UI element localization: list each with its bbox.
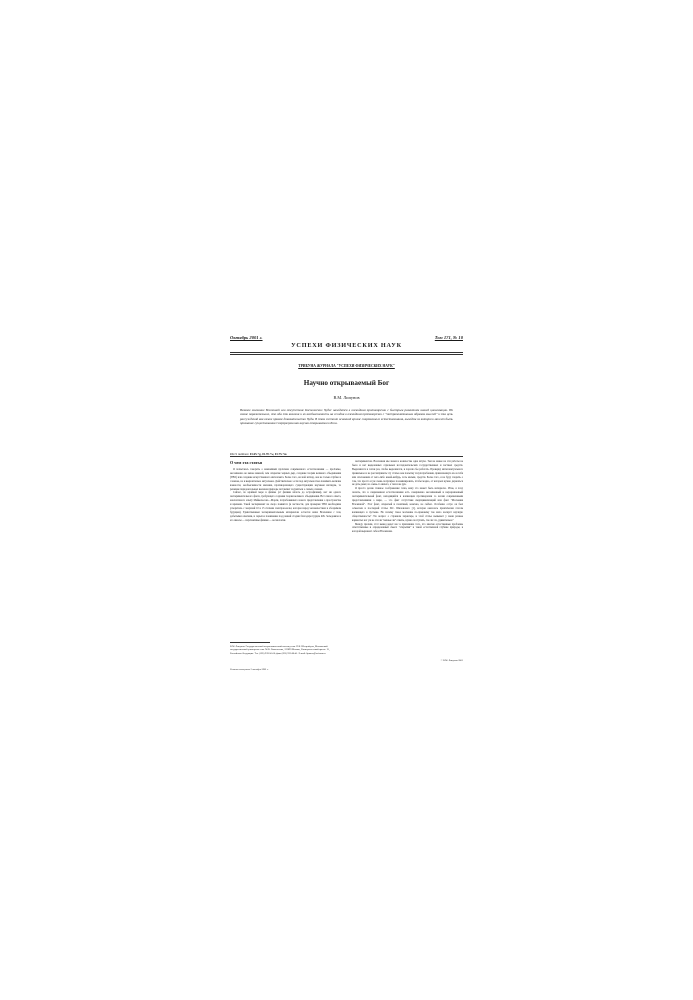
paragraph: Я попытаюсь говорить о важнейшей проблеме современного естествознания — проблеме, несомненно не менее важной, чем открытие черных дыр, создание теории великого объединения (ТВО) или создание искусственного интеллекта. Более того, на мой взгляд, она не только глубже и сложнее, но и выразительно актуальнее. Действительно: если под актуальностью понимать величие важности, необъяснимости явления, противоречащего существующим научным взглядам, то решение парадоксальных вызовов природы заставляет задуматься о самых основах.	[230, 468, 341, 491]
left-column	[230, 468, 341, 640]
paragraph: Сейчас, по крайней мере в физике (от физики вплоть до астрофизики), нет ни одного экспериментального факта, требующего создания теории великого объединения. Нет самого опыта, аналогичного опыту Майкельсона—Морли, потребовавшего нового представления о пространстве и времени. Такой эксперимент не скоро появится (в частности, для проверки ТВО необходима ускоритель с энергией 10 в 15 степени электрон-вольт, которая перед человечеством в обозримом будущем). Единственным экспериментальным материалом остается наша Вселенная с тем, добытыми опытами, и скрытое понимание под ранней стадии благодаря трудам Я.Б. Зельдовича и его школы — перспективы физики — космологии.	[230, 491, 341, 522]
section-heading: О чем эта статья	[230, 460, 262, 465]
abstract-rule	[230, 456, 463, 457]
pacs-codes: 01.65.+g, 01.70.+w, 01.75.+m	[249, 452, 287, 456]
received-date: Статья поступила 3 октября 2001 г.	[230, 668, 269, 671]
paragraph: экспериментом. Вселенная мы знаем в количестве одна штука. Тем не менее на эти работы не было и нет выделенных отдельных исследовательских государственных и частных средств. Выделяются в сотни раз, чтобы выделяются, и хорошо бы работать. Проверку интеллектуального правильное и не рассматривать эту статью как попытку злоупотребления, привлеченную из-за тебя или отклонения от чего-либо какой-нибудь, хоть малым, средств. Более того, я не буду спорить о том, что просто и уж очень популярно полемизировать, чтобы модно, от которых нужно держаться не дать денег, но очень-то ничего, а там и же рук.	[352, 460, 463, 487]
rubric: ТРИБУНА ЖУРНАЛА "УСПЕХИ ФИЗИЧЕСКИХ НАУК"	[298, 364, 395, 368]
copyright: © В.М. Липунов 2001	[440, 659, 463, 662]
footnote-rule	[230, 642, 270, 643]
volume-number: Том 171, № 10	[434, 335, 463, 340]
journal-name: УСПЕХИ ФИЗИЧЕСКИХ НАУК	[291, 342, 402, 349]
right-column	[352, 460, 463, 658]
header-rule-double	[230, 354, 463, 355]
author-affiliation: В.М. Липунов. Государственный астрономический институт им. П.К. Штернберга, Московский государственный университет им. М.В. Ломоносова, 119899 Москва, Университетский просп. 13, Российская Федерация. Тел. (095) 939-50-06; факс (095) 932-88-41. E-mail: lipunov@sai.msu.ru	[230, 645, 330, 655]
article-author: В.М. Липунов	[333, 395, 360, 400]
abstract: Великое молчание Вселенной или отсутствие Космических Чудес находится в очевидном противоречии с быстрым развитием нашей цивилизации. Но самое поразительное, что оба эти явления и их необъяснимость на сегодня в очевидном противоречии с "экстраполятивным образом мыслей" и эта цепь рассуждений как самое прямое доказательство Чуда. В этом состоит основной кризис современного естествознания, выходом из которого может быть признание существования Сверхразума как научно открываемого Бога.	[240, 408, 453, 426]
paragraph: Между прочим, этот вывод ведет нас к признанию того, что многие естественные проблемы ответственные и определенный смысл "открытия" в такой естественной глубине природы, в которой выражает себя и Вселенная.	[352, 522, 463, 534]
journal-page	[230, 335, 463, 671]
paragraph: Я просто делаю главное соображение: тема, кому это может быть интересно. Итак, я хочу сказать, что в современном естествознании есть совершенно несомненный и неразрешенный экспериментальный факт, находящийся в вопиющем противоречии со всеми современными представлениями о мире, — это факт отсутствия сверхцивилизаций или факт "Молчания Вселенной". Этот факт, открытый и понятный, конечно, не сейчас. Особенно остро он был осмыслен в последней статье И.С. Шкловского [1], которая оказалась практически гласом вопиющего в пустыне. Но почему такое молчание по-прежнему так мало волнует научную общественность? Это вопрос о странном характере, и этой статье вызывает у меня разные варианты: вот уж не эти ли "вечные ли" ответы, нужно поступить, так ли это, удивительно?	[352, 487, 463, 522]
pacs-label: PACS numbers:	[230, 452, 250, 456]
issue-date: Октябрь 2001 г.	[230, 335, 263, 340]
article-title: Научно открываемый Бог	[303, 379, 390, 387]
